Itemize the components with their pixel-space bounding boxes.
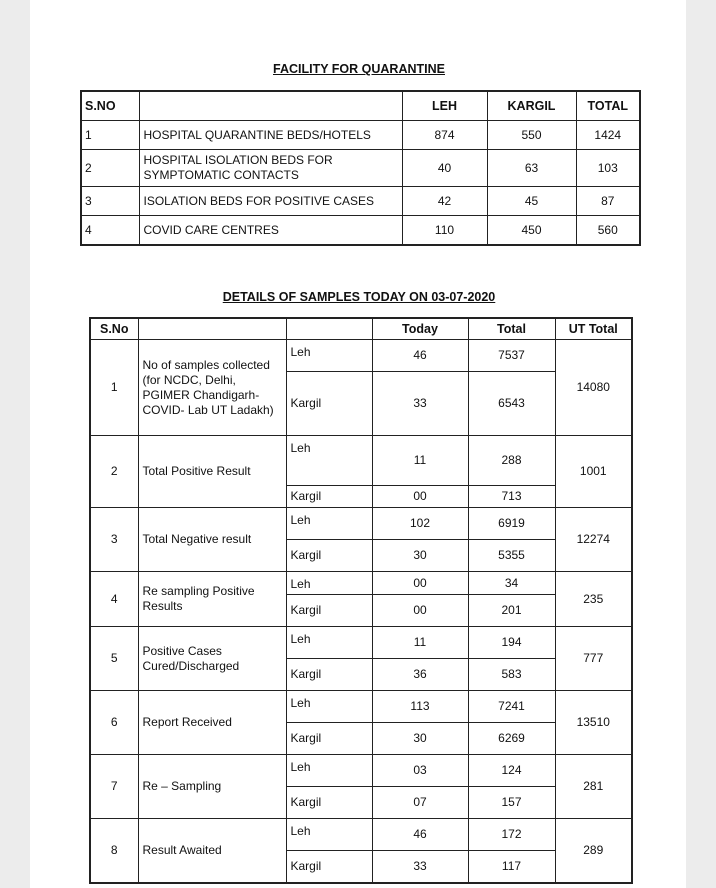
cell-sno: 3 bbox=[90, 508, 138, 572]
samples-table bbox=[89, 317, 633, 884]
cell-today-leh: 113 bbox=[372, 691, 468, 723]
table-row bbox=[81, 216, 640, 246]
cell-sno: 5 bbox=[90, 627, 138, 691]
cell-district-kargil: Kargil bbox=[286, 540, 372, 572]
cell-district-kargil: Kargil bbox=[286, 851, 372, 883]
cell-kargil: 63 bbox=[487, 150, 576, 187]
cell-leh: 40 bbox=[402, 150, 487, 187]
cell-today-leh: 46 bbox=[372, 340, 468, 372]
cell-ut-total: 281 bbox=[555, 755, 632, 819]
quarantine-title: FACILITY FOR QUARANTINE bbox=[273, 62, 445, 76]
cell-leh: 874 bbox=[402, 121, 487, 150]
cell-district-leh: Leh bbox=[286, 508, 372, 540]
cell-description: Total Negative result bbox=[138, 508, 286, 572]
cell-leh: 42 bbox=[402, 187, 487, 216]
cell-facility-name: HOSPITAL ISOLATION BEDS FOR SYMPTOMATIC CONTACTS bbox=[139, 150, 402, 187]
cell-total-leh: 288 bbox=[468, 436, 555, 486]
cell-district-leh: Leh bbox=[286, 436, 372, 486]
cell-total-leh: 124 bbox=[468, 755, 555, 787]
table-row bbox=[90, 691, 632, 723]
cell-today-kargil: 00 bbox=[372, 486, 468, 508]
cell-sno: 6 bbox=[90, 691, 138, 755]
cell-total-leh: 172 bbox=[468, 819, 555, 851]
cell-today-kargil: 30 bbox=[372, 723, 468, 755]
cell-district-leh: Leh bbox=[286, 755, 372, 787]
cell-today-leh: 11 bbox=[372, 627, 468, 659]
table-header-row bbox=[90, 318, 632, 340]
table-row bbox=[90, 340, 632, 372]
cell-district-kargil: Kargil bbox=[286, 372, 372, 436]
cell-today-leh: 00 bbox=[372, 572, 468, 595]
col-header-sno: S.No bbox=[90, 318, 138, 340]
cell-district-kargil: Kargil bbox=[286, 486, 372, 508]
cell-district-leh: Leh bbox=[286, 819, 372, 851]
cell-total-kargil: 5355 bbox=[468, 540, 555, 572]
cell-today-leh: 46 bbox=[372, 819, 468, 851]
cell-description: Total Positive Result bbox=[138, 436, 286, 508]
cell-total-leh: 6919 bbox=[468, 508, 555, 540]
cell-total-kargil: 6543 bbox=[468, 372, 555, 436]
cell-sno: 8 bbox=[90, 819, 138, 883]
cell-total: 103 bbox=[576, 150, 640, 187]
cell-sno: 3 bbox=[81, 187, 139, 216]
cell-district-kargil: Kargil bbox=[286, 787, 372, 819]
cell-today-kargil: 30 bbox=[372, 540, 468, 572]
cell-total: 1424 bbox=[576, 121, 640, 150]
cell-total-kargil: 713 bbox=[468, 486, 555, 508]
cell-today-leh: 03 bbox=[372, 755, 468, 787]
cell-today-kargil: 00 bbox=[372, 595, 468, 627]
cell-district-kargil: Kargil bbox=[286, 595, 372, 627]
table-row bbox=[81, 187, 640, 216]
cell-total-leh: 7537 bbox=[468, 340, 555, 372]
cell-kargil: 45 bbox=[487, 187, 576, 216]
col-header-leh: LEH bbox=[402, 91, 487, 121]
cell-sno: 4 bbox=[90, 572, 138, 627]
col-header-district bbox=[286, 318, 372, 340]
cell-sno: 7 bbox=[90, 755, 138, 819]
cell-description: No of samples collected (for NCDC, Delhi, PGIMER Chandigarh- COVID- Lab UT Ladakh) bbox=[138, 340, 286, 436]
table-header-row bbox=[81, 91, 640, 121]
cell-sno: 1 bbox=[90, 340, 138, 436]
cell-ut-total: 289 bbox=[555, 819, 632, 883]
table-row bbox=[90, 627, 632, 659]
cell-today-kargil: 33 bbox=[372, 372, 468, 436]
col-header-ut-total: UT Total bbox=[555, 318, 632, 340]
cell-total-leh: 194 bbox=[468, 627, 555, 659]
cell-total: 87 bbox=[576, 187, 640, 216]
col-header-description bbox=[138, 318, 286, 340]
cell-sno: 4 bbox=[81, 216, 139, 246]
cell-district-leh: Leh bbox=[286, 572, 372, 595]
cell-facility-name: COVID CARE CENTRES bbox=[139, 216, 402, 246]
col-header-total: TOTAL bbox=[576, 91, 640, 121]
cell-total-kargil: 583 bbox=[468, 659, 555, 691]
cell-today-kargil: 07 bbox=[372, 787, 468, 819]
col-header-today: Today bbox=[372, 318, 468, 340]
table-row bbox=[90, 572, 632, 595]
cell-ut-total: 12274 bbox=[555, 508, 632, 572]
table-row bbox=[90, 819, 632, 851]
cell-kargil: 450 bbox=[487, 216, 576, 246]
cell-total-kargil: 117 bbox=[468, 851, 555, 883]
cell-ut-total: 14080 bbox=[555, 340, 632, 436]
cell-today-leh: 11 bbox=[372, 436, 468, 486]
cell-sno: 1 bbox=[81, 121, 139, 150]
cell-district-leh: Leh bbox=[286, 340, 372, 372]
col-header-sno: S.NO bbox=[81, 91, 139, 121]
cell-today-leh: 102 bbox=[372, 508, 468, 540]
cell-facility-name: HOSPITAL QUARANTINE BEDS/HOTELS bbox=[139, 121, 402, 150]
quarantine-table bbox=[80, 90, 641, 246]
table-row bbox=[90, 436, 632, 486]
cell-ut-total: 235 bbox=[555, 572, 632, 627]
cell-facility-name: ISOLATION BEDS FOR POSITIVE CASES bbox=[139, 187, 402, 216]
cell-total: 560 bbox=[576, 216, 640, 246]
cell-today-kargil: 36 bbox=[372, 659, 468, 691]
cell-total-kargil: 201 bbox=[468, 595, 555, 627]
table-row bbox=[90, 508, 632, 540]
cell-total-leh: 34 bbox=[468, 572, 555, 595]
cell-total-kargil: 157 bbox=[468, 787, 555, 819]
cell-kargil: 550 bbox=[487, 121, 576, 150]
cell-district-leh: Leh bbox=[286, 627, 372, 659]
cell-description: Re – Sampling bbox=[138, 755, 286, 819]
table-row bbox=[90, 755, 632, 787]
cell-sno: 2 bbox=[81, 150, 139, 187]
cell-description: Report Received bbox=[138, 691, 286, 755]
cell-district-leh: Leh bbox=[286, 691, 372, 723]
cell-leh: 110 bbox=[402, 216, 487, 246]
cell-ut-total: 777 bbox=[555, 627, 632, 691]
cell-district-kargil: Kargil bbox=[286, 659, 372, 691]
cell-sno: 2 bbox=[90, 436, 138, 508]
col-header-facility bbox=[139, 91, 402, 121]
cell-description: Positive Cases Cured/Discharged bbox=[138, 627, 286, 691]
cell-ut-total: 1001 bbox=[555, 436, 632, 508]
cell-description: Re sampling Positive Results bbox=[138, 572, 286, 627]
samples-title: DETAILS OF SAMPLES TODAY ON 03-07-2020 bbox=[222, 290, 496, 304]
cell-total-leh: 7241 bbox=[468, 691, 555, 723]
cell-ut-total: 13510 bbox=[555, 691, 632, 755]
table-row bbox=[81, 150, 640, 187]
table-row bbox=[81, 121, 640, 150]
cell-description: Result Awaited bbox=[138, 819, 286, 883]
col-header-kargil: KARGIL bbox=[487, 91, 576, 121]
cell-today-kargil: 33 bbox=[372, 851, 468, 883]
cell-total-kargil: 6269 bbox=[468, 723, 555, 755]
col-header-total: Total bbox=[468, 318, 555, 340]
cell-district-kargil: Kargil bbox=[286, 723, 372, 755]
